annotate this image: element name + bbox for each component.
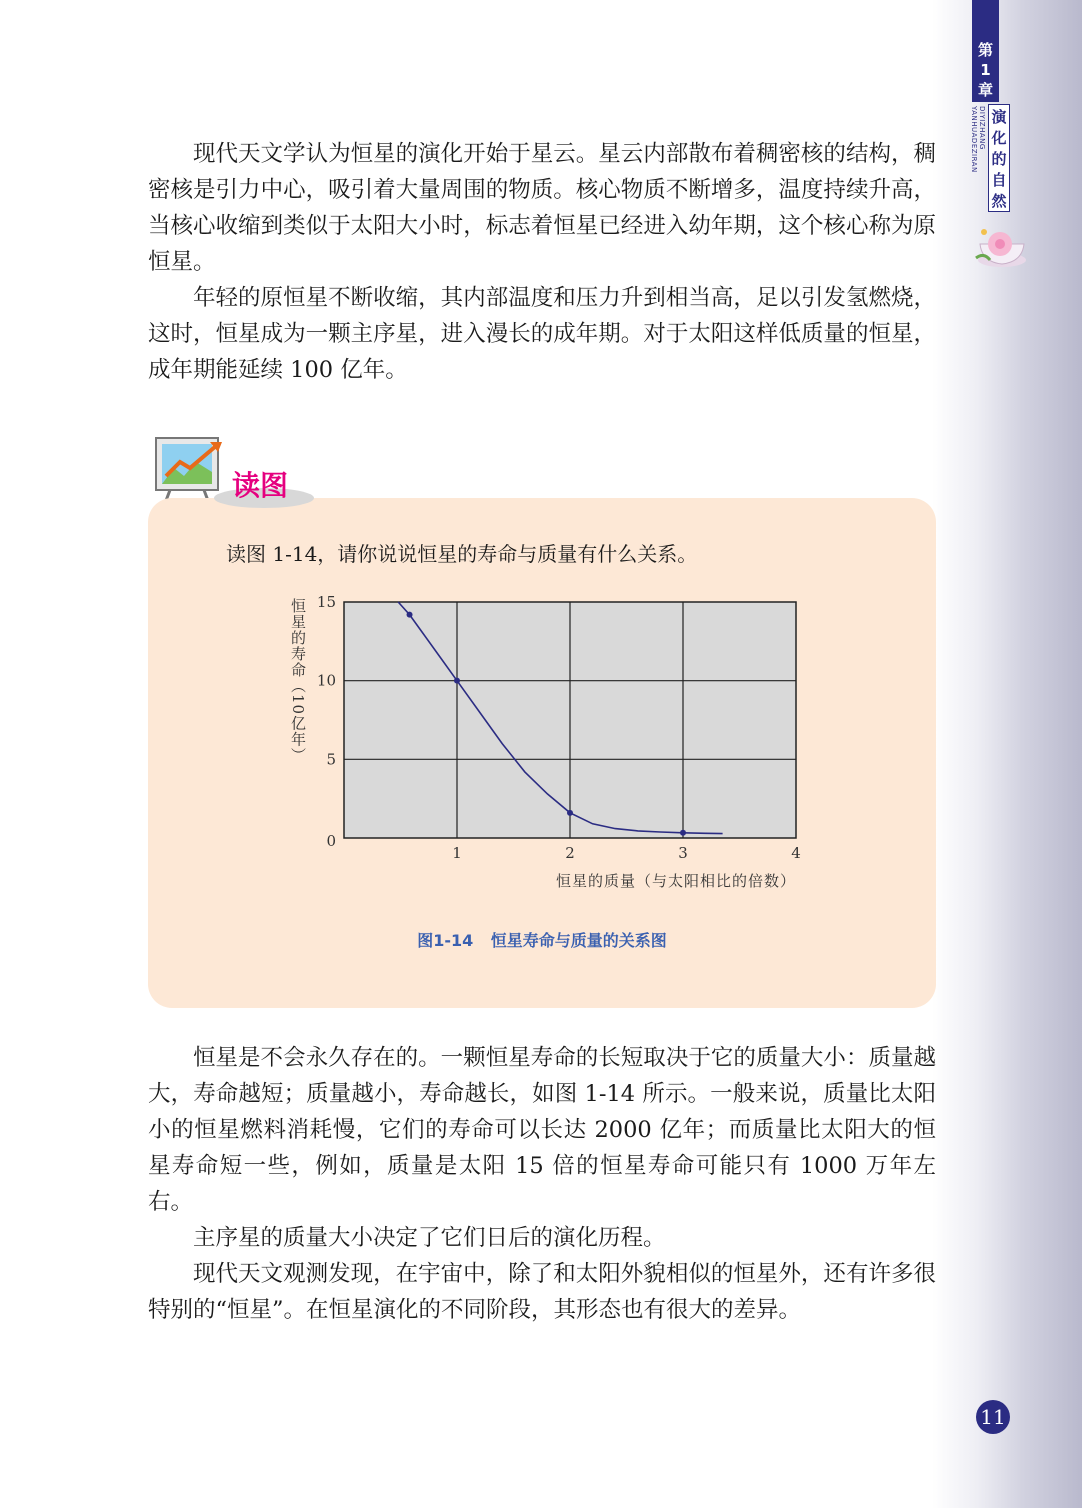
- chapter-title-char: 化: [991, 129, 1007, 147]
- chapter-label-char: 1: [980, 61, 991, 79]
- data-point: [454, 678, 460, 684]
- chart-y-label: 恒星的寿命（10亿年）: [289, 598, 307, 764]
- y-tick-label: 0: [326, 832, 336, 850]
- paragraph: 主序星的质量大小决定了它们日后的演化历程。: [193, 1225, 666, 1251]
- teacup-flower-icon: [970, 222, 1034, 272]
- data-point: [680, 830, 686, 836]
- paragraph: 现代天文观测发现，在宇宙中，除了和太阳外貌相似的恒星外，还有许多很特别的“恒星”。在恒星演化的不同阶段，其形态也有很大的差异。: [148, 1261, 936, 1323]
- y-tick-label: 15: [316, 593, 336, 611]
- chapter-tab: [972, 0, 999, 102]
- chapter-label-char: 第: [977, 41, 993, 59]
- lifespan-mass-chart: [310, 590, 830, 890]
- y-tick-label: 5: [326, 750, 336, 769]
- chapter-title-char: 的: [991, 150, 1007, 168]
- x-tick-label: 1: [452, 844, 462, 862]
- chapter-pinyin: DIYIZHANG YANHUADEZIRAN: [970, 106, 986, 173]
- paragraph: 年轻的原恒星不断收缩，其内部温度和压力升到相当高，足以引发氢燃烧，这时，恒星成为一颗主序星，进入漫长的成年期。对于太阳这样低质量的恒星，成年期能延续 100 亿年。: [148, 285, 936, 383]
- reading-question: 读图 1-14，请你说说恒星的寿命与质量有什么关系。: [226, 542, 698, 566]
- reading-label: 读图: [232, 469, 289, 502]
- chart-x-label: 恒星的质量（与太阳相比的倍数）: [555, 872, 796, 890]
- y-tick-label: 10: [316, 671, 336, 690]
- chapter-label-char: 章: [977, 81, 993, 99]
- figure-caption: 图1-14 恒星寿命与质量的关系图: [417, 931, 667, 950]
- page-number: 11: [976, 1400, 1010, 1434]
- chapter-title-char: 演: [991, 108, 1007, 126]
- data-point: [567, 810, 573, 816]
- chapter-title: [988, 104, 1010, 212]
- paragraph: 现代天文学认为恒星的演化开始于星云。星云内部散布着稠密核的结构，稠密核是引力中心，吸引着大量周围的物质。核心物质不断增多，温度持续升高，当核心收缩到类似于太阳大小时，标志着恒星已经进入幼年期，这个核心称为原恒星。: [148, 141, 936, 275]
- chapter-title-char: 然: [991, 192, 1007, 210]
- chapter-title-char: 自: [991, 171, 1007, 189]
- paragraph: 恒星是不会永久存在的。一颗恒星寿命的长短取决于它的质量大小：质量越大，寿命越短；质量越小，寿命越长，如图 1-14 所示。一般来说，质量比太阳小的恒星燃料消耗慢，它们的寿命可以长达 2000 亿年；而质量比太阳大的恒星寿命短一些，例如，质量是太阳 15 倍的恒星寿命可能只有 1000 万年左右。: [148, 1045, 936, 1215]
- x-tick-label: 2: [565, 844, 575, 862]
- x-tick-label: 3: [678, 844, 688, 862]
- x-tick-label: 4: [791, 844, 801, 862]
- data-point: [407, 612, 413, 618]
